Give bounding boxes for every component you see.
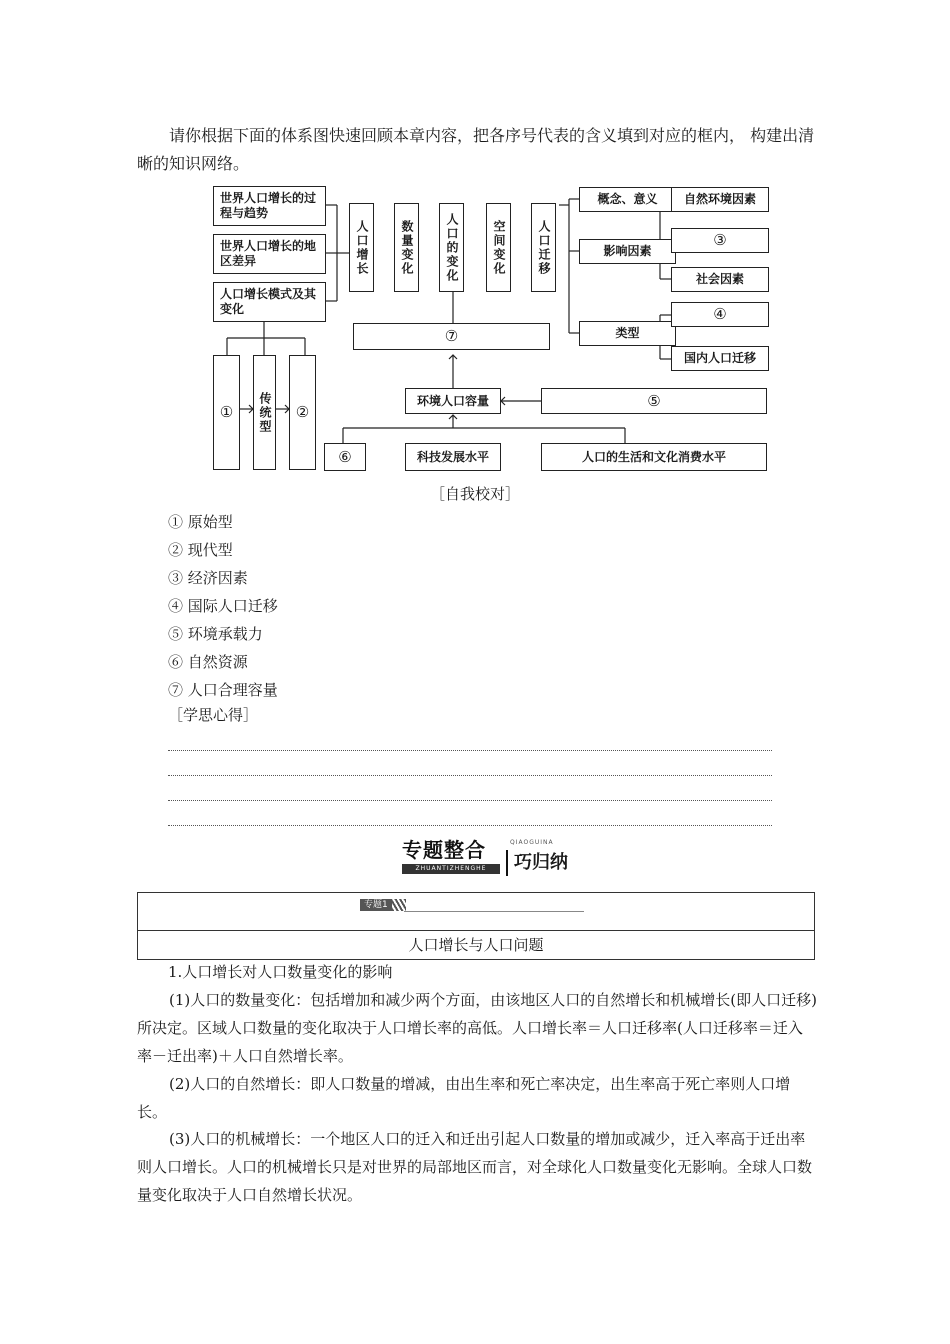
answer-list [168,508,278,704]
study-notes-heading: ［学思心得］ [168,706,259,724]
body-paragraph-1: (1)人口的数量变化：包括增加和减少两个方面，由该地区人口的自然增长和机械增长(即人口迁移)所决定。区域人口数量的变化取决于人口增长率的高低。人口增长率＝人口迁移率(人口迁移率＝迁入率－迁出率)＋人口自然增长率。 [137,991,817,1065]
answer-item: ⑤ 环境承载力 [168,625,263,643]
box-traditional: 传统型 [253,355,276,470]
box-quantity-change: 数量变化 [394,203,419,292]
box-mark-3: ③ [671,228,769,253]
box-domestic-migration: 国内人口迁移 [671,346,769,371]
body-paragraph-2: (2)人口的自然增长：即人口数量的增减，由出生率和死亡率决定，出生率高于死亡率则人口增长。 [137,1075,791,1121]
tag-underline [404,911,584,912]
answer-item: ④ 国际人口迁移 [168,597,278,615]
topic-title: 人口增长与人口问题 [408,936,544,954]
box-natural-factors: 自然环境因素 [671,187,769,212]
box-social-factors: 社会因素 [671,267,769,292]
box-mark-7: ⑦ [353,323,550,350]
box-world-growth-regional: 世界人口增长的地区差异 [213,234,326,274]
self-check-caption: ［自我校对］ [429,485,520,503]
box-population-change: 人口的变化 [439,203,464,292]
box-mark-4: ④ [671,302,769,327]
body-paragraph-3: (3)人口的机械增长：一个地区人口的迁入和迁出引起人口数量的增加或减少，迁入率高于迁出率则人口增长。人口的机械增长只是对世界的局部地区而言，对全球化人口数量变化无影响。全球人口数量变化取决于人口自然增长状况。 [137,1130,813,1204]
topic-box [137,892,815,960]
section-heading: 1.人口增长对人口数量变化的影响 [168,963,393,981]
box-mark-5: ⑤ [541,388,767,414]
section-banner [402,837,580,879]
box-type: 类型 [579,321,676,346]
answer-item: ③ 经济因素 [168,569,248,587]
box-tech-level: 科技发展水平 [405,443,501,471]
box-concept: 概念、意义 [579,187,676,212]
box-living-level: 人口的生活和文化消费水平 [541,443,767,471]
notes-line [168,825,772,826]
notes-line [168,750,772,751]
box-migration: 人口迁移 [531,203,556,292]
box-population-growth: 人口增长 [349,203,374,292]
box-factors: 影响因素 [579,239,676,264]
knowledge-diagram [205,183,780,475]
notes-line [168,800,772,801]
box-env-capacity: 环境人口容量 [405,388,501,414]
notes-line [168,775,772,776]
topic-tag: 专题1 [360,899,404,911]
answer-item: ⑥ 自然资源 [168,653,248,671]
box-mark-1: ① [213,355,240,470]
answer-item: ① 原始型 [168,513,233,531]
banner-sub-pinyin: QIAOGUINA [510,839,554,846]
box-spatial-change: 空间变化 [486,203,511,292]
box-mark-6: ⑥ [324,443,366,471]
box-mark-2: ② [289,355,316,470]
intro-paragraph: 请你根据下面的体系图快速回顾本章内容，把各序号代表的含义填到对应的框内， 构建出清晰的知识网络。 [137,126,815,173]
box-world-growth-process: 世界人口增长的过程与趋势 [213,186,326,226]
banner-title: 专题整合 [402,838,486,862]
box-growth-pattern: 人口增长模式及其变化 [213,282,326,322]
answer-item: ② 现代型 [168,541,233,559]
banner-subtitle: 巧归纳 [506,850,580,876]
tag-stripes [392,899,406,911]
answer-item: ⑦ 人口合理容量 [168,681,278,699]
banner-pinyin: ZHUANTIZHENGHE [402,864,500,874]
